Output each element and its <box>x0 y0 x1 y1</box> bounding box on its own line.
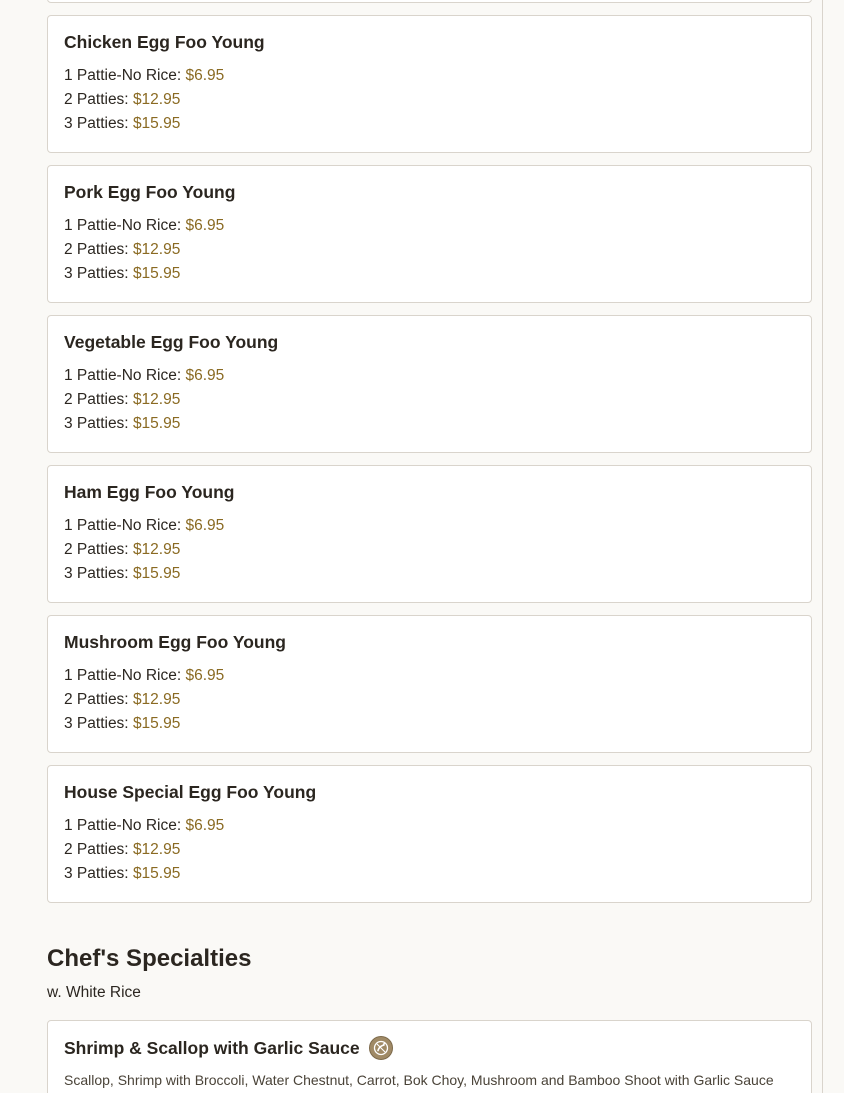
price-option-label: 1 Pattie-No Rice: <box>64 817 182 834</box>
price-option <box>64 88 795 112</box>
menu-content <box>47 0 812 1093</box>
price-value: $6.95 <box>185 367 225 384</box>
price-option <box>64 64 795 88</box>
price-option <box>64 712 795 736</box>
price-option-label: 3 Patties: <box>64 865 129 882</box>
price-option <box>64 262 795 286</box>
price-value: $6.95 <box>185 667 225 684</box>
price-option <box>64 214 795 238</box>
price-option <box>64 538 795 562</box>
price-value: $15.95 <box>132 715 181 732</box>
section-subtitle: w. White Rice <box>47 984 141 1001</box>
menu-item-card[interactable] <box>47 615 812 753</box>
price-value: $12.95 <box>132 541 181 558</box>
menu-item-card[interactable] <box>47 315 812 453</box>
price-value: $15.95 <box>132 865 181 882</box>
menu-item-card[interactable] <box>47 15 812 153</box>
menu-item-card[interactable] <box>47 465 812 603</box>
menu-item-card-partial[interactable] <box>47 0 812 3</box>
menu-item-name: House Special Egg Foo Young <box>64 782 317 802</box>
price-value: $12.95 <box>132 391 181 408</box>
price-value: $6.95 <box>185 67 225 84</box>
price-option-label: 3 Patties: <box>64 265 129 282</box>
price-option <box>64 112 795 136</box>
price-option <box>64 238 795 262</box>
price-option <box>64 664 795 688</box>
price-option <box>64 562 795 586</box>
scroll-edge-divider <box>822 0 823 1093</box>
menu-item-card[interactable] <box>47 1020 812 1093</box>
price-option <box>64 364 795 388</box>
price-option <box>64 838 795 862</box>
price-option-label: 2 Patties: <box>64 241 129 258</box>
price-value: $6.95 <box>185 817 225 834</box>
price-value: $12.95 <box>132 691 181 708</box>
menu-item-card[interactable] <box>47 165 812 303</box>
price-value: $15.95 <box>132 265 181 282</box>
menu-item-name: Vegetable Egg Foo Young <box>64 332 279 352</box>
price-option-label: 1 Pattie-No Rice: <box>64 367 182 384</box>
price-option-label: 2 Patties: <box>64 691 129 708</box>
price-option-label: 2 Patties: <box>64 541 129 558</box>
price-value: $12.95 <box>132 241 181 258</box>
price-value: $6.95 <box>185 517 225 534</box>
price-option-label: 2 Patties: <box>64 841 129 858</box>
spicy-icon <box>369 1036 393 1060</box>
price-value: $15.95 <box>132 415 181 432</box>
price-option-label: 3 Patties: <box>64 715 129 732</box>
price-value: $12.95 <box>132 841 181 858</box>
menu-item-name: Ham Egg Foo Young <box>64 482 235 502</box>
price-option <box>64 814 795 838</box>
price-value: $15.95 <box>132 565 181 582</box>
price-option-label: 1 Pattie-No Rice: <box>64 517 182 534</box>
price-option-label: 3 Patties: <box>64 115 129 132</box>
price-option-label: 2 Patties: <box>64 391 129 408</box>
price-option <box>64 688 795 712</box>
price-value: $6.95 <box>185 217 225 234</box>
price-option-label: 3 Patties: <box>64 415 129 432</box>
price-option-label: 3 Patties: <box>64 565 129 582</box>
price-option <box>64 412 795 436</box>
menu-item-name: Shrimp & Scallop with Garlic Sauce <box>64 1038 360 1058</box>
menu-item-description: Scallop, Shrimp with Broccoli, Water Chestnut, Carrot, Bok Choy, Mushroom and Bamboo Shoot with Garlic Sauce <box>64 1072 774 1088</box>
menu-item-title-row <box>64 1036 795 1060</box>
price-option <box>64 862 795 886</box>
price-value: $15.95 <box>132 115 181 132</box>
menu-item-card[interactable] <box>47 765 812 903</box>
section-title: Chef's Specialties <box>47 945 252 972</box>
price-value: $12.95 <box>132 91 181 108</box>
price-option-label: 1 Pattie-No Rice: <box>64 67 182 84</box>
menu-item-name: Chicken Egg Foo Young <box>64 32 265 52</box>
menu-item-name: Pork Egg Foo Young <box>64 182 236 202</box>
price-option-label: 1 Pattie-No Rice: <box>64 217 182 234</box>
menu-item-name: Mushroom Egg Foo Young <box>64 632 286 652</box>
price-option <box>64 388 795 412</box>
price-option-label: 1 Pattie-No Rice: <box>64 667 182 684</box>
price-option-label: 2 Patties: <box>64 91 129 108</box>
spicy-icon-graphic <box>373 1040 389 1056</box>
price-option <box>64 514 795 538</box>
